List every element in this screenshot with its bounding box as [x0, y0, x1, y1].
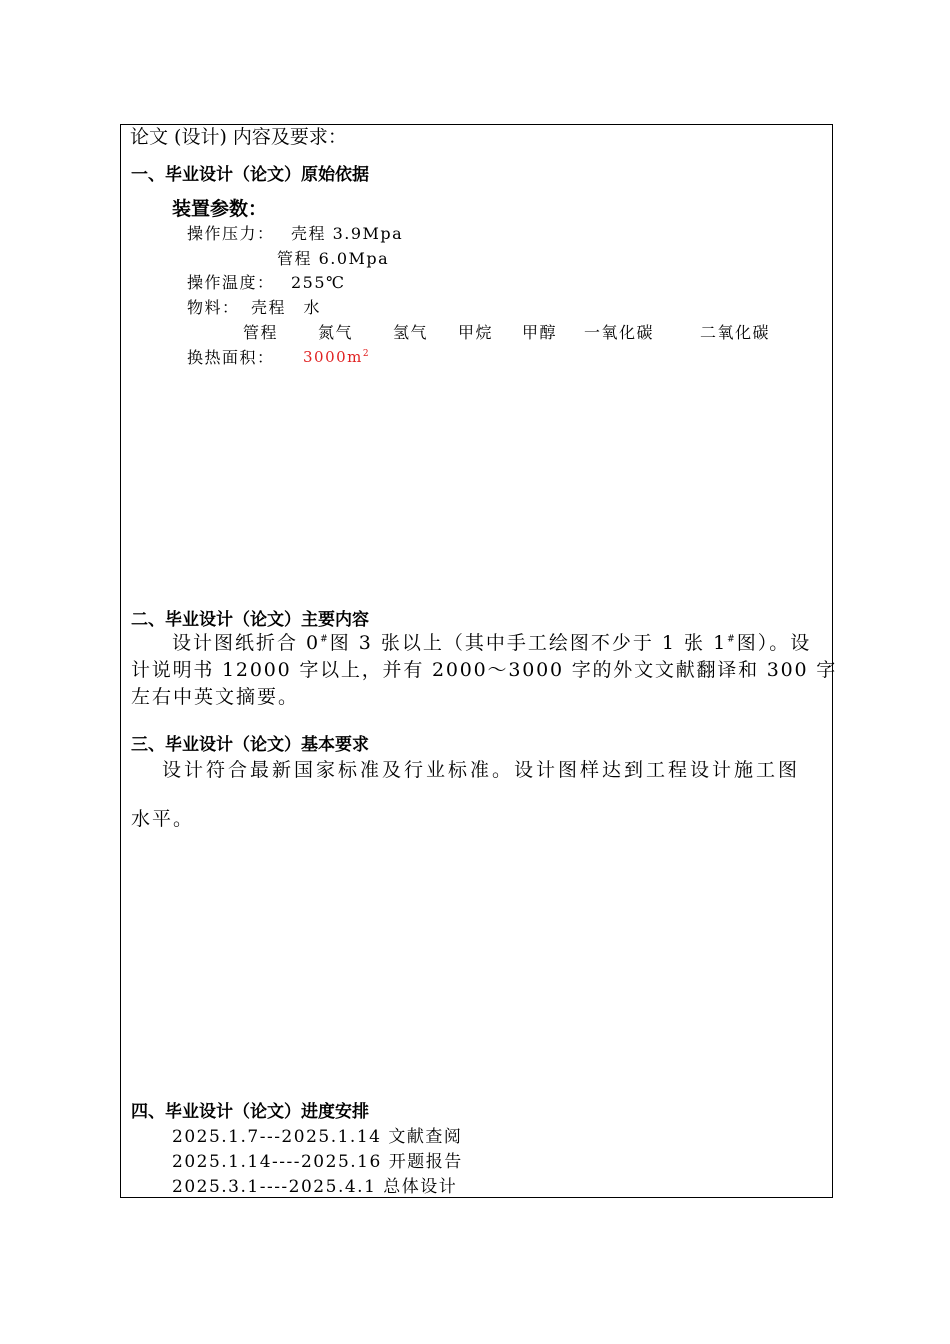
section2-line3: 左右中英文摘要。: [131, 686, 300, 708]
material-hydrogen: 氢气: [393, 323, 429, 342]
section2-line1: 设计图纸折合 0#图 3 张以上（其中手工绘图不少于 1 张 1#图）。设: [172, 632, 812, 654]
schedule-item: 2025.1.14----2025.16 开题报告: [172, 1152, 463, 1172]
pressure-tube: 管程 6.0Mpa: [277, 249, 390, 268]
material-shell: 壳程 水: [251, 298, 322, 317]
material-methanol: 甲醇: [522, 323, 558, 342]
section2-line2: 计说明书 12000 字以上，并有 2000～3000 字的外文文献翻译和 300 字: [131, 659, 838, 681]
area-label: 换热面积：: [187, 348, 275, 367]
material-carbon-dioxide: 二氧化碳: [700, 323, 771, 342]
material-nitrogen: 氮气: [318, 323, 354, 342]
schedule-item: 2025.1.7---2025.1.14 文献查阅: [172, 1127, 463, 1147]
section3-line1: 设计符合最新国家标准及行业标准。设计图样达到工程设计施工图: [162, 759, 801, 781]
pressure-label: 操作压力：: [187, 224, 275, 243]
material-label: 物料：: [187, 298, 240, 317]
section1-heading: 一、毕业设计（论文）原始依据: [131, 165, 369, 185]
section3-line2: 水平。: [131, 808, 195, 830]
device-params-subheading: 装置参数：: [172, 198, 268, 220]
section2-heading: 二、毕业设计（论文）主要内容: [131, 610, 369, 630]
temperature-label: 操作温度：: [187, 273, 275, 292]
material-tube-label: 管程: [243, 323, 279, 342]
schedule-item: 2025.3.1----2025.4.1 总体设计: [172, 1177, 458, 1197]
form-title: 论文 (设计) 内容及要求：: [130, 126, 347, 148]
area-value: $3000m^2$: [303, 348, 371, 366]
material-methane: 甲烷: [458, 323, 494, 342]
section3-heading: 三、毕业设计（论文）基本要求: [131, 735, 369, 755]
temperature-value: 255℃: [291, 273, 346, 292]
pressure-shell: 壳程 3.9Mpa: [291, 224, 404, 243]
material-carbon-monoxide: 一氧化碳: [584, 323, 655, 342]
section4-heading: 四、毕业设计（论文）进度安排: [131, 1102, 369, 1122]
